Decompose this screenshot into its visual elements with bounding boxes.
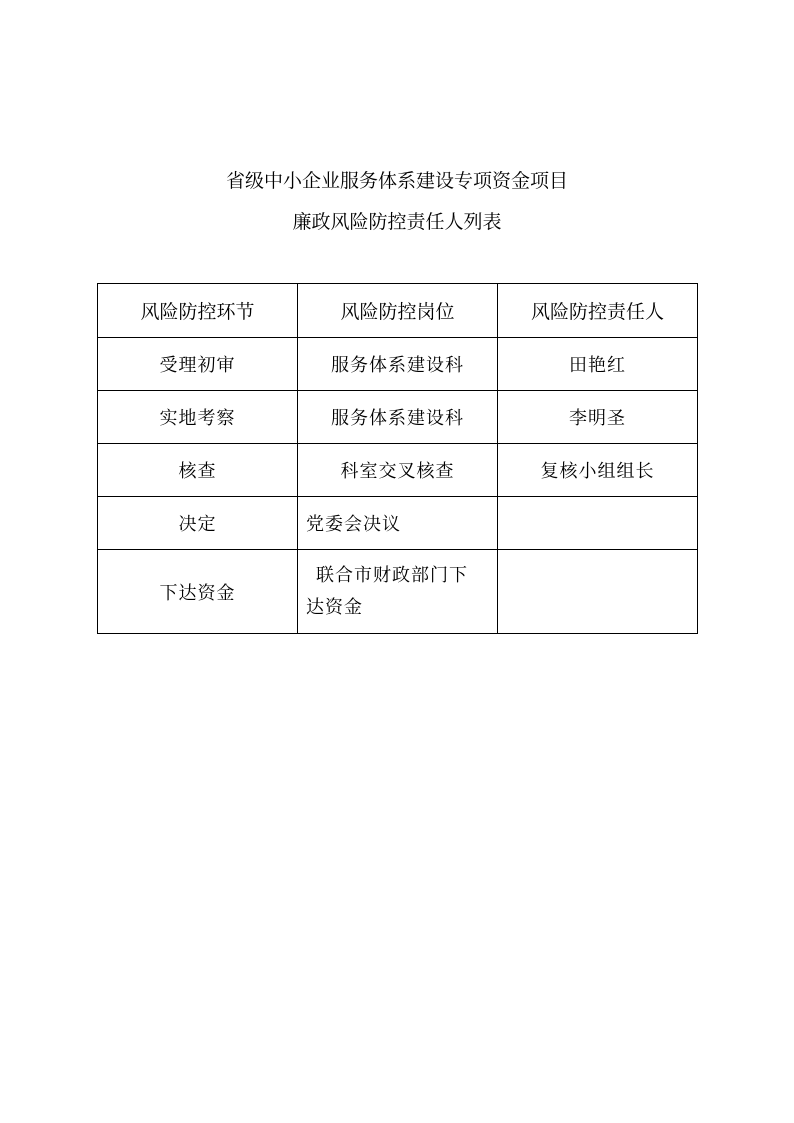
cell-post: 服务体系建设科 [298, 391, 498, 444]
cell-post: 科室交叉核查 [298, 444, 498, 497]
header-stage: 风险防控环节 [98, 284, 298, 338]
document-title: 省级中小企业服务体系建设专项资金项目 [225, 170, 568, 192]
document-subtitle: 廉政风险防控责任人列表 [292, 211, 502, 233]
table-header-row [98, 284, 698, 338]
cell-post [298, 550, 498, 634]
cell-stage: 决定 [98, 497, 298, 550]
table-row [98, 550, 698, 634]
table-row [98, 497, 698, 550]
cell-person: 李明圣 [498, 391, 698, 444]
cell-post: 服务体系建设科 [298, 338, 498, 391]
table-row [98, 391, 698, 444]
cell-stage: 实地考察 [98, 391, 298, 444]
responsibility-table [97, 283, 698, 634]
cell-post-line1: 联合市财政部门下 [316, 564, 468, 586]
cell-person [498, 497, 698, 550]
cell-stage: 下达资金 [98, 550, 298, 634]
cell-stage: 受理初审 [98, 338, 298, 391]
table-row [98, 338, 698, 391]
cell-post-line2: 达资金 [306, 596, 363, 618]
header-post: 风险防控岗位 [298, 284, 498, 338]
cell-stage: 核查 [98, 444, 298, 497]
cell-post: 党委会决议 [298, 497, 498, 550]
table-row [98, 444, 698, 497]
header-person: 风险防控责任人 [498, 284, 698, 338]
cell-person: 复核小组组长 [498, 444, 698, 497]
cell-person [498, 550, 698, 634]
cell-person: 田艳红 [498, 338, 698, 391]
